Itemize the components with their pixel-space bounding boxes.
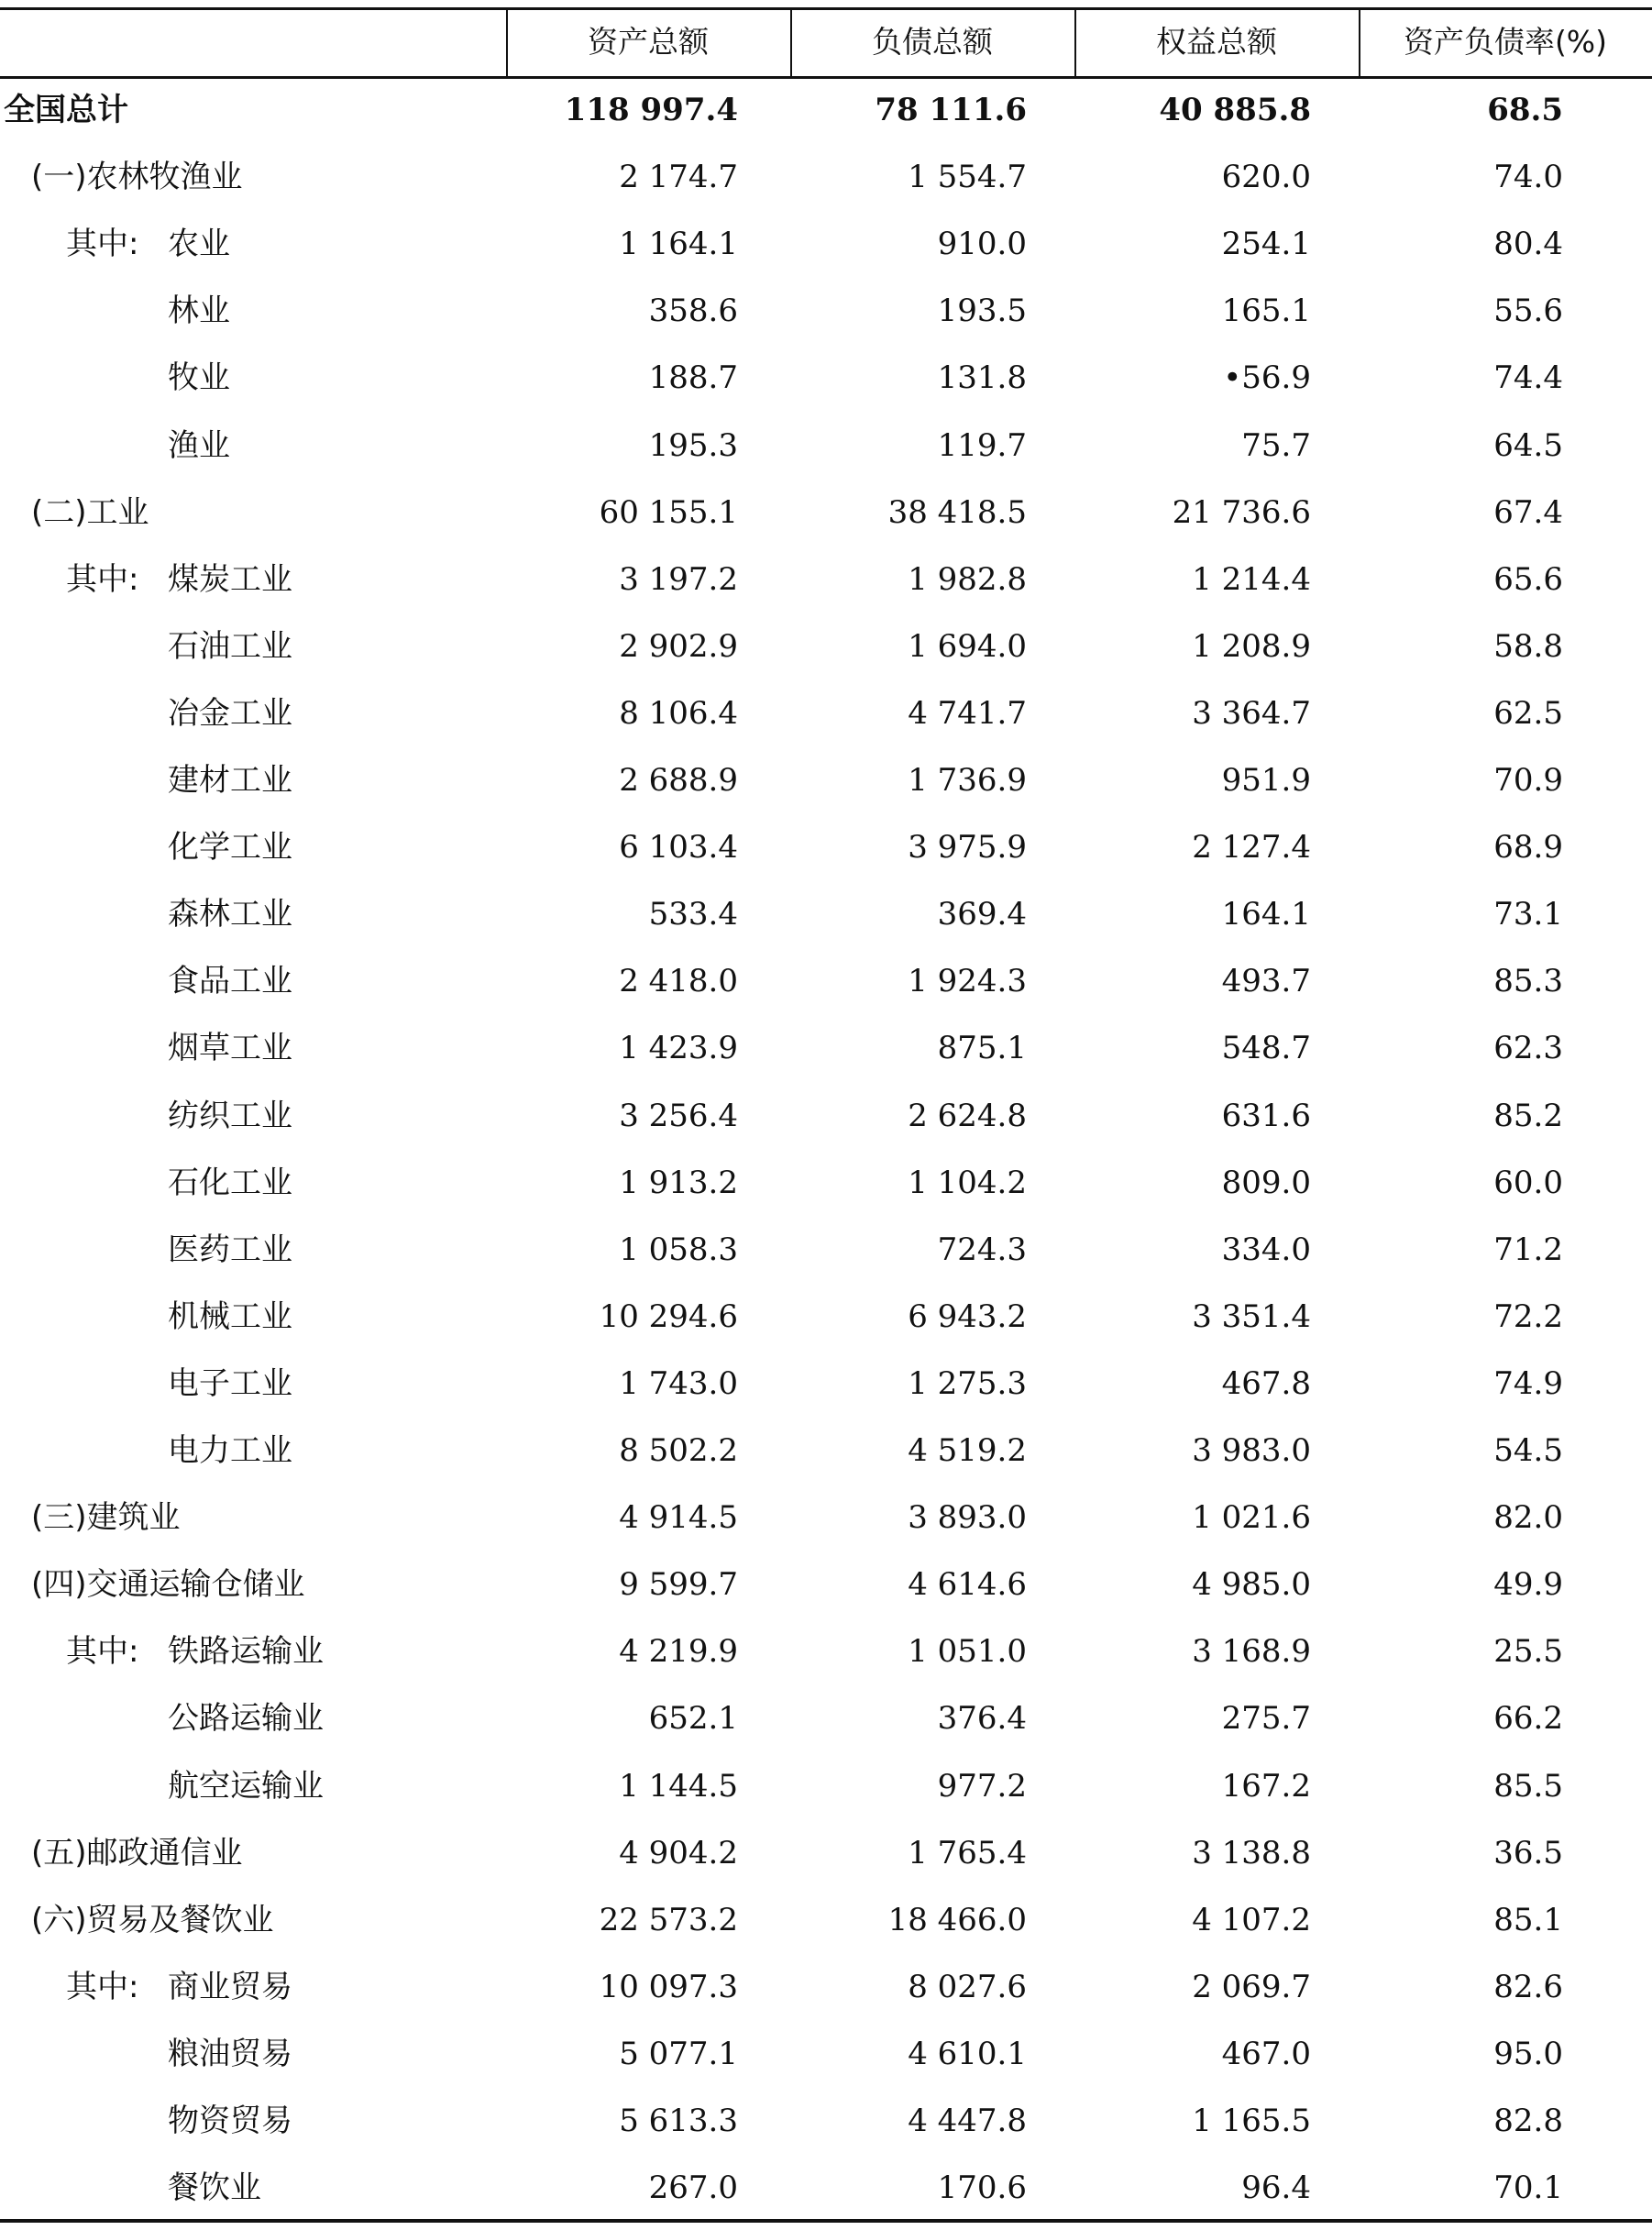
table-row xyxy=(0,1685,1652,1752)
cell-total-assets: 195.3 xyxy=(648,426,738,464)
table-row xyxy=(0,1083,1652,1150)
row-label: 公路运输业 xyxy=(168,1700,324,1738)
row-label: 林业 xyxy=(168,293,230,330)
cell-total-assets: 2 418.0 xyxy=(619,963,738,1000)
table-row xyxy=(0,1217,1652,1284)
cell-total-equity: 96.4 xyxy=(1241,2169,1311,2207)
cell-total-equity: 3 364.7 xyxy=(1192,694,1311,732)
cell-total-assets: 1 913.2 xyxy=(619,1164,738,1201)
cell-total-assets: 1 144.5 xyxy=(619,1767,738,1805)
cell-debt-ratio: 82.0 xyxy=(1493,1499,1563,1537)
cell-total-equity: 4 107.2 xyxy=(1192,1901,1311,1938)
cell-total-equity: 167.2 xyxy=(1221,1767,1311,1805)
row-label: 商业贸易 xyxy=(168,1968,292,2005)
row-label: 纺织工业 xyxy=(168,1097,292,1134)
cell-total-equity: 467.0 xyxy=(1221,2035,1311,2072)
cell-debt-ratio: 54.5 xyxy=(1493,1432,1563,1469)
cell-total-liabilities: 1 982.8 xyxy=(908,560,1027,598)
cell-total-assets: 4 914.5 xyxy=(619,1499,738,1537)
cell-total-assets: 22 573.2 xyxy=(599,1901,738,1938)
table-row xyxy=(0,413,1652,480)
table-row xyxy=(0,747,1652,814)
cell-total-equity: 467.8 xyxy=(1221,1364,1311,1402)
row-label: 烟草工业 xyxy=(168,1030,292,1067)
cell-total-assets: 5 613.3 xyxy=(619,2103,738,2139)
statistics-table xyxy=(0,7,1652,2223)
cell-total-equity: 21 736.6 xyxy=(1172,493,1311,531)
row-label: (三)建筑业 xyxy=(31,1499,181,1537)
cell-debt-ratio: 70.9 xyxy=(1493,762,1563,799)
table-row xyxy=(0,948,1652,1015)
cell-total-equity: 254.1 xyxy=(1221,226,1311,263)
cell-debt-ratio: 82.6 xyxy=(1493,1968,1563,2005)
row-label: 食品工业 xyxy=(168,963,292,1000)
cell-total-assets: 267.0 xyxy=(648,2169,738,2207)
cell-total-equity: 3 983.0 xyxy=(1192,1432,1311,1469)
cell-total-liabilities: 78 111.6 xyxy=(875,92,1027,128)
table-row xyxy=(0,1284,1652,1351)
cell-total-liabilities: 1 924.3 xyxy=(908,963,1027,1000)
table-row xyxy=(0,77,1652,144)
row-label: 航空运输业 xyxy=(168,1767,324,1805)
table-row xyxy=(0,1954,1652,2021)
table-row xyxy=(0,1351,1652,1418)
cell-total-assets: 2 174.7 xyxy=(619,159,738,196)
cell-total-liabilities: 4 519.2 xyxy=(908,1432,1027,1469)
table-row xyxy=(0,613,1652,680)
table-row xyxy=(0,1551,1652,1618)
cell-total-liabilities: 1 554.7 xyxy=(908,159,1027,196)
cell-total-liabilities: 2 624.8 xyxy=(908,1097,1027,1134)
row-prefix: 其中: xyxy=(66,226,139,263)
cell-debt-ratio: 36.5 xyxy=(1493,1834,1563,1871)
cell-total-assets: 188.7 xyxy=(648,359,738,397)
table-row xyxy=(0,1418,1652,1485)
cell-total-equity: 1 021.6 xyxy=(1192,1499,1311,1537)
cell-total-assets: 652.1 xyxy=(648,1700,738,1738)
row-label: 化学工业 xyxy=(168,829,292,867)
cell-total-equity: 1 214.4 xyxy=(1192,560,1311,598)
cell-total-liabilities: 369.4 xyxy=(937,896,1027,933)
header-debt-ratio: 资产负债率(%) xyxy=(1403,24,1608,60)
cell-total-equity: 951.9 xyxy=(1221,762,1311,799)
row-label: (一)农林牧渔业 xyxy=(31,159,243,196)
cell-total-equity: 165.1 xyxy=(1221,293,1311,330)
cell-debt-ratio: 49.9 xyxy=(1493,1566,1563,1604)
cell-total-liabilities: 4 610.1 xyxy=(908,2035,1027,2072)
row-label: 全国总计 xyxy=(4,92,128,128)
row-label: (六)贸易及餐饮业 xyxy=(31,1901,274,1938)
row-prefix: 其中: xyxy=(66,1633,139,1671)
cell-debt-ratio: 74.9 xyxy=(1493,1364,1563,1402)
cell-total-assets: 8 502.2 xyxy=(619,1432,738,1469)
cell-total-liabilities: 4 741.7 xyxy=(908,694,1027,732)
cell-debt-ratio: 65.6 xyxy=(1493,560,1563,598)
cell-debt-ratio: 82.8 xyxy=(1493,2103,1563,2139)
cell-debt-ratio: 55.6 xyxy=(1493,293,1563,330)
cell-debt-ratio: 67.4 xyxy=(1493,493,1563,531)
table-row xyxy=(0,345,1652,412)
cell-debt-ratio: 85.2 xyxy=(1493,1097,1563,1134)
row-label: 餐饮业 xyxy=(168,2169,261,2207)
cell-total-assets: 6 103.4 xyxy=(619,829,738,867)
table-row xyxy=(0,1015,1652,1082)
table-row xyxy=(0,546,1652,613)
row-label: 电力工业 xyxy=(168,1432,292,1469)
cell-total-equity: 164.1 xyxy=(1221,896,1311,933)
cell-total-liabilities: 1 736.9 xyxy=(908,762,1027,799)
cell-total-assets: 3 197.2 xyxy=(619,560,738,598)
cell-total-liabilities: 3 975.9 xyxy=(908,829,1027,867)
cell-total-equity: 275.7 xyxy=(1221,1700,1311,1738)
cell-debt-ratio: 80.4 xyxy=(1493,226,1563,263)
cell-debt-ratio: 74.4 xyxy=(1493,359,1563,397)
cell-total-assets: 10 294.6 xyxy=(599,1297,738,1335)
cell-total-liabilities: 4 447.8 xyxy=(908,2103,1027,2139)
header-total-equity: 权益总额 xyxy=(1156,24,1277,60)
cell-total-equity: 1 165.5 xyxy=(1192,2103,1311,2139)
cell-total-assets: 8 106.4 xyxy=(619,694,738,732)
row-label: 建材工业 xyxy=(168,762,292,799)
row-label: 煤炭工业 xyxy=(168,560,292,598)
cell-debt-ratio: 25.5 xyxy=(1493,1633,1563,1671)
cell-debt-ratio: 71.2 xyxy=(1493,1231,1563,1268)
cell-total-equity: 548.7 xyxy=(1221,1030,1311,1067)
cell-total-liabilities: 18 466.0 xyxy=(887,1901,1027,1938)
row-prefix: 其中: xyxy=(66,1968,139,2005)
cell-total-equity: •56.9 xyxy=(1223,359,1311,397)
table-row xyxy=(0,1485,1652,1551)
cell-debt-ratio: 74.0 xyxy=(1493,159,1563,196)
cell-debt-ratio: 73.1 xyxy=(1493,896,1563,933)
cell-total-assets: 4 219.9 xyxy=(619,1633,738,1671)
cell-total-assets: 533.4 xyxy=(648,896,738,933)
cell-total-assets: 9 599.7 xyxy=(619,1566,738,1604)
cell-debt-ratio: 60.0 xyxy=(1493,1164,1563,1201)
table-row xyxy=(0,2021,1652,2088)
row-label: 电子工业 xyxy=(168,1364,292,1402)
cell-total-liabilities: 4 614.6 xyxy=(908,1566,1027,1604)
header-total-liabilities: 负债总额 xyxy=(872,24,993,60)
row-label: (四)交通运输仓储业 xyxy=(31,1566,305,1604)
cell-total-equity: 620.0 xyxy=(1221,159,1311,196)
row-label: (五)邮政通信业 xyxy=(31,1834,243,1871)
row-label: 森林工业 xyxy=(168,896,292,933)
cell-total-assets: 10 097.3 xyxy=(599,1968,738,2005)
cell-total-assets: 2 902.9 xyxy=(619,627,738,665)
table-row xyxy=(0,680,1652,747)
cell-total-liabilities: 8 027.6 xyxy=(908,1968,1027,2005)
cell-debt-ratio: 72.2 xyxy=(1493,1297,1563,1335)
row-label: 物资贸易 xyxy=(168,2103,292,2139)
cell-total-equity: 40 885.8 xyxy=(1159,92,1311,128)
table-row xyxy=(0,211,1652,278)
cell-total-liabilities: 1 051.0 xyxy=(908,1633,1027,1671)
cell-debt-ratio: 85.3 xyxy=(1493,963,1563,1000)
table-row xyxy=(0,1753,1652,1820)
cell-debt-ratio: 62.5 xyxy=(1493,694,1563,732)
cell-total-equity: 334.0 xyxy=(1221,1231,1311,1268)
cell-total-liabilities: 910.0 xyxy=(937,226,1027,263)
header-total-assets: 资产总额 xyxy=(588,24,709,60)
table-row xyxy=(0,1887,1652,1954)
cell-total-assets: 60 155.1 xyxy=(599,493,738,531)
cell-total-equity: 2 069.7 xyxy=(1192,1968,1311,2005)
cell-total-equity: 4 985.0 xyxy=(1192,1566,1311,1604)
cell-total-assets: 5 077.1 xyxy=(619,2035,738,2072)
cell-total-equity: 809.0 xyxy=(1221,1164,1311,1201)
cell-total-equity: 3 138.8 xyxy=(1192,1834,1311,1871)
cell-total-liabilities: 724.3 xyxy=(937,1231,1027,1268)
row-label: 机械工业 xyxy=(168,1297,292,1335)
table-row xyxy=(0,1618,1652,1685)
cell-total-assets: 118 997.4 xyxy=(564,92,738,128)
row-label: 石油工业 xyxy=(168,627,292,665)
cell-total-equity: 3 168.9 xyxy=(1192,1633,1311,1671)
cell-total-liabilities: 376.4 xyxy=(937,1700,1027,1738)
row-prefix: 其中: xyxy=(66,560,139,598)
cell-total-liabilities: 193.5 xyxy=(937,293,1027,330)
table-row xyxy=(0,814,1652,881)
row-label: 牧业 xyxy=(168,359,230,397)
cell-total-liabilities: 119.7 xyxy=(937,426,1027,464)
table-row xyxy=(0,1150,1652,1217)
cell-total-liabilities: 1 275.3 xyxy=(908,1364,1027,1402)
cell-debt-ratio: 62.3 xyxy=(1493,1030,1563,1067)
row-label: 渔业 xyxy=(168,426,230,464)
cell-total-equity: 3 351.4 xyxy=(1192,1297,1311,1335)
row-label: 冶金工业 xyxy=(168,694,292,732)
table-row xyxy=(0,1820,1652,1887)
cell-total-liabilities: 38 418.5 xyxy=(887,493,1027,531)
cell-total-assets: 3 256.4 xyxy=(619,1097,738,1134)
cell-total-assets: 358.6 xyxy=(648,293,738,330)
cell-total-assets: 1 743.0 xyxy=(619,1364,738,1402)
cell-total-equity: 1 208.9 xyxy=(1192,627,1311,665)
cell-debt-ratio: 85.5 xyxy=(1493,1767,1563,1805)
cell-total-liabilities: 1 765.4 xyxy=(908,1834,1027,1871)
table-row xyxy=(0,2155,1652,2222)
cell-debt-ratio: 64.5 xyxy=(1493,426,1563,464)
cell-debt-ratio: 85.1 xyxy=(1493,1901,1563,1938)
cell-total-liabilities: 1 694.0 xyxy=(908,627,1027,665)
cell-total-assets: 2 688.9 xyxy=(619,762,738,799)
cell-total-liabilities: 6 943.2 xyxy=(908,1297,1027,1335)
table-row xyxy=(0,144,1652,211)
row-label: 石化工业 xyxy=(168,1164,292,1201)
cell-total-liabilities: 1 104.2 xyxy=(908,1164,1027,1201)
row-label: 铁路运输业 xyxy=(168,1633,324,1671)
table-row xyxy=(0,881,1652,948)
row-label: 粮油贸易 xyxy=(168,2035,292,2072)
cell-total-equity: 75.7 xyxy=(1241,426,1311,464)
cell-total-assets: 1 164.1 xyxy=(619,226,738,263)
row-label: 医药工业 xyxy=(168,1231,292,1268)
cell-total-assets: 4 904.2 xyxy=(619,1834,738,1871)
cell-debt-ratio: 58.8 xyxy=(1493,627,1563,665)
cell-total-liabilities: 875.1 xyxy=(937,1030,1027,1067)
cell-total-equity: 631.6 xyxy=(1221,1097,1311,1134)
row-label: (二)工业 xyxy=(31,493,149,531)
table-row xyxy=(0,278,1652,345)
cell-total-liabilities: 977.2 xyxy=(937,1767,1027,1805)
cell-debt-ratio: 68.9 xyxy=(1493,829,1563,867)
row-label: 农业 xyxy=(168,226,230,263)
cell-debt-ratio: 70.1 xyxy=(1493,2169,1563,2207)
cell-total-liabilities: 3 893.0 xyxy=(908,1499,1027,1537)
cell-debt-ratio: 95.0 xyxy=(1493,2035,1563,2072)
cell-total-assets: 1 058.3 xyxy=(619,1231,738,1268)
table-row xyxy=(0,2088,1652,2155)
cell-total-liabilities: 131.8 xyxy=(937,359,1027,397)
cell-debt-ratio: 68.5 xyxy=(1487,92,1563,128)
cell-total-liabilities: 170.6 xyxy=(937,2169,1027,2207)
cell-total-assets: 1 423.9 xyxy=(619,1030,738,1067)
table-bottom-rule xyxy=(0,2219,1652,2223)
cell-debt-ratio: 66.2 xyxy=(1493,1700,1563,1738)
table-row xyxy=(0,480,1652,546)
cell-total-equity: 2 127.4 xyxy=(1192,829,1311,867)
cell-total-equity: 493.7 xyxy=(1221,963,1311,1000)
